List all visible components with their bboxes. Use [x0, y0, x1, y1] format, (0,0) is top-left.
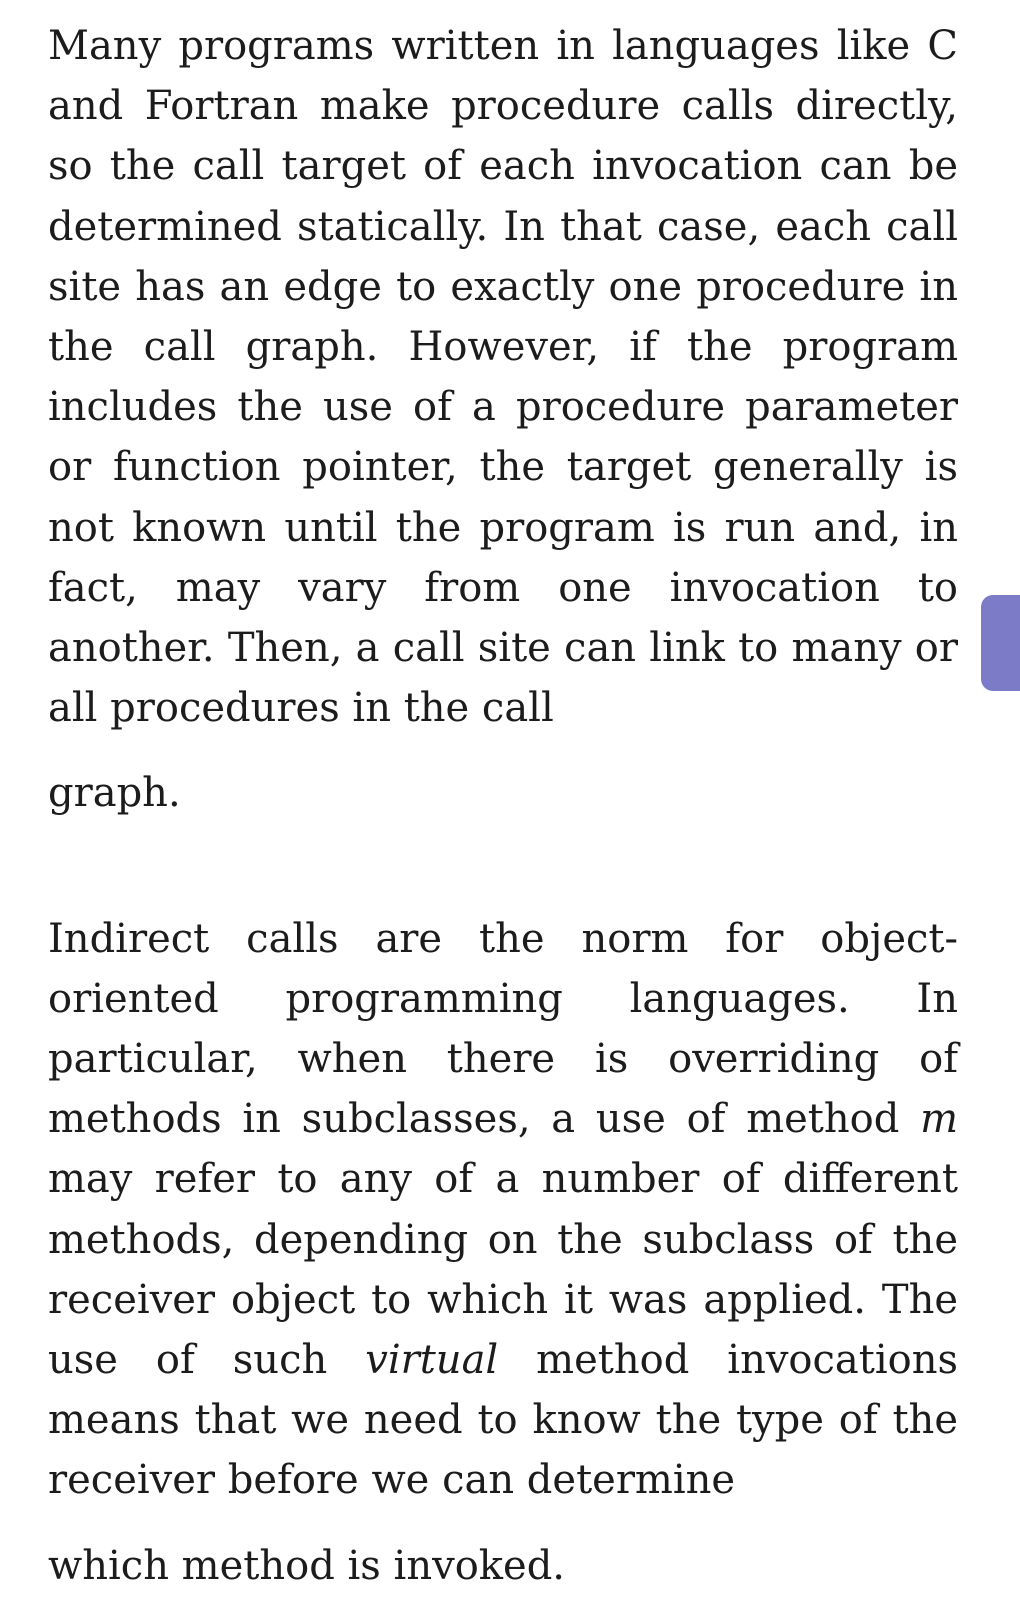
- paragraph-1-last-line: graph.: [48, 770, 181, 817]
- paragraph-spacer: [48, 824, 958, 909]
- paragraph-indirect-calls: [48, 909, 958, 1596]
- paragraph-1-text: Many programs written in languages like C and Fortran make procedure calls directly, so the call target of each invocation can be determined statically. In that case, each call site has an edge to exactly one procedure in the call graph. However, if the program includes the use of a procedure parameter or function pointer, the target generally is not known until the program is run and, in fact, may vary from one invocation to another. Then, a call site can link to many or all procedures in the call: [48, 23, 958, 732]
- paragraph-2-last-line: which method is invoked.: [48, 1542, 566, 1589]
- paragraph-2-text-part-1: Indirect calls are the norm for object-oriented programming languages. In particular, when there is overriding of methods in subclasses, a use of method: [48, 915, 958, 1143]
- paragraph-2-text-part-2: may refer to any of a number of different methods, depending on the subclass of the receiver object to which it was applied. The use of such: [48, 1156, 958, 1384]
- method-m-term: m: [920, 1096, 958, 1143]
- reader-page: [48, 16, 958, 1596]
- virtual-term: virtual: [365, 1337, 499, 1384]
- paragraph-call-graph: [48, 16, 958, 824]
- paragraph-2-text-part-3: method invocations means that we need to know the type of the receiver before we can determine: [48, 1337, 959, 1504]
- scroll-handle[interactable]: [981, 595, 1020, 691]
